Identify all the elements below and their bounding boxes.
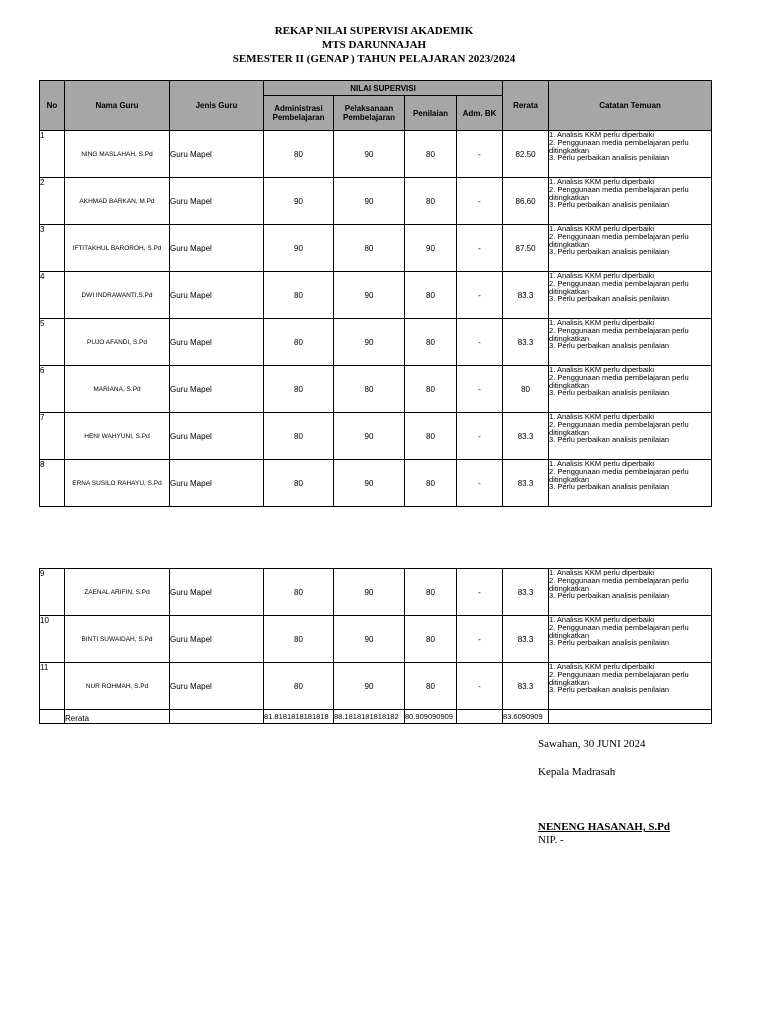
catatan-line: 3. Perlu perbaikan analisis penilaian (549, 482, 670, 492)
score-rerata: 87.50 (503, 225, 549, 272)
catatan-temuan (549, 319, 712, 366)
catatan-line: 3. Perlu perbaikan analisis penilaian (549, 435, 670, 445)
catatan-line: 1. Analisis KKM perlu diperbaiki (549, 271, 655, 280)
table-row (40, 319, 712, 366)
score-administrasi: 80 (264, 569, 334, 616)
teacher-type: Guru Mapel (170, 319, 264, 366)
catatan-line: 2. Penggunaan media pembelajaran perlu ditingkatkan (549, 466, 689, 484)
teacher-name: IFTITAKHUL BAROROH, S.Pd (65, 225, 170, 272)
teacher-name: ERNA SUSILO RAHAYU, S.Pd (65, 460, 170, 507)
score-pelaksanaan: 90 (334, 272, 405, 319)
rerata-empty-cell (40, 710, 65, 724)
score-rerata: 80 (503, 366, 549, 413)
score-administrasi: 80 (264, 413, 334, 460)
catatan-temuan (549, 616, 712, 663)
catatan-line: 1. Analisis KKM perlu diperbaiki (549, 662, 655, 671)
rerata-total: 83.6090909 (503, 710, 549, 724)
catatan-line: 2. Penggunaan media pembelajaran perlu ditingkatkan (549, 231, 689, 249)
catatan-line: 3. Perlu perbaikan analisis penilaian (549, 153, 670, 163)
table-row (40, 616, 712, 663)
catatan-temuan (549, 460, 712, 507)
table-row (40, 569, 712, 616)
row-number: 5 (40, 319, 65, 366)
score-adm-bk: - (457, 569, 503, 616)
catatan-line: 1. Analisis KKM perlu diperbaiki (549, 412, 655, 421)
teacher-type: Guru Mapel (170, 616, 264, 663)
teacher-type: Guru Mapel (170, 178, 264, 225)
header-jenis-guru: Jenis Guru (170, 81, 264, 131)
score-administrasi: 80 (264, 616, 334, 663)
rerata-row (40, 710, 712, 724)
catatan-line: 1. Analisis KKM perlu diperbaiki (549, 318, 655, 327)
document-title (0, 24, 748, 66)
rerata-administrasi: 81.8181818181818 (264, 710, 334, 724)
table-row (40, 131, 712, 178)
score-rerata: 83.3 (503, 272, 549, 319)
score-penilaian: 80 (405, 413, 457, 460)
row-number: 9 (40, 569, 65, 616)
catatan-temuan (549, 366, 712, 413)
rerata-penilaian: 80.909090909 (405, 710, 457, 724)
score-rerata: 83.3 (503, 663, 549, 710)
score-pelaksanaan: 90 (334, 460, 405, 507)
rerata-pelaksanaan: 88.1818181818182 (334, 710, 405, 724)
score-penilaian: 80 (405, 460, 457, 507)
teacher-name: DWI INDRAWANTI,S.Pd (65, 272, 170, 319)
row-number: 11 (40, 663, 65, 710)
header-no: No (40, 81, 65, 131)
catatan-line: 2. Penggunaan media pembelajaran perlu ditingkatkan (549, 669, 689, 687)
catatan-temuan (549, 272, 712, 319)
score-adm-bk: - (457, 413, 503, 460)
row-number: 10 (40, 616, 65, 663)
teacher-name: NUR ROHMAH, S.Pd (65, 663, 170, 710)
teacher-type: Guru Mapel (170, 225, 264, 272)
catatan-line: 3. Perlu perbaikan analisis penilaian (549, 685, 670, 695)
score-penilaian: 80 (405, 366, 457, 413)
catatan-line: 3. Perlu perbaikan analisis penilaian (549, 341, 670, 351)
score-rerata: 82.50 (503, 131, 549, 178)
row-number: 4 (40, 272, 65, 319)
signature-date: Sawahan, 30 JUNI 2024 (538, 738, 646, 750)
score-administrasi: 90 (264, 225, 334, 272)
score-penilaian: 80 (405, 616, 457, 663)
catatan-line: 1. Analisis KKM perlu diperbaiki (549, 568, 655, 577)
catatan-line: 2. Penggunaan media pembelajaran perlu ditingkatkan (549, 575, 689, 593)
header-catatan-temuan: Catatan Temuan (549, 81, 712, 131)
table-row (40, 178, 712, 225)
teacher-name: HENI WAHYUNI, S.Pd (65, 413, 170, 460)
score-penilaian: 80 (405, 272, 457, 319)
catatan-temuan (549, 225, 712, 272)
score-administrasi: 90 (264, 178, 334, 225)
title-line-3: SEMESTER II (GENAP ) TAHUN PELAJARAN 2023/2024 (232, 53, 516, 65)
rerata-empty-cell (549, 710, 712, 724)
supervision-table (39, 80, 712, 507)
score-administrasi: 80 (264, 366, 334, 413)
score-pelaksanaan: 90 (334, 131, 405, 178)
teacher-name: BINTI SUWAIDAH, S.Pd (65, 616, 170, 663)
score-adm-bk: - (457, 319, 503, 366)
header-administrasi: Administrasi Pembelajaran (264, 96, 334, 131)
teacher-name: NING MASLAHAH, S.Pd (65, 131, 170, 178)
score-penilaian: 80 (405, 178, 457, 225)
score-pelaksanaan: 90 (334, 569, 405, 616)
score-penilaian: 80 (405, 663, 457, 710)
teacher-type: Guru Mapel (170, 413, 264, 460)
score-rerata: 83.3 (503, 616, 549, 663)
teacher-type: Guru Mapel (170, 272, 264, 319)
row-number: 1 (40, 131, 65, 178)
score-adm-bk: - (457, 225, 503, 272)
score-rerata: 86.60 (503, 178, 549, 225)
catatan-line: 2. Penggunaan media pembelajaran perlu ditingkatkan (549, 622, 689, 640)
rerata-empty-cell (457, 710, 503, 724)
teacher-name: MARIANA, S.Pd (65, 366, 170, 413)
score-penilaian: 90 (405, 225, 457, 272)
catatan-line: 2. Penggunaan media pembelajaran perlu ditingkatkan (549, 278, 689, 296)
signature-nip: NIP. - (538, 834, 564, 846)
catatan-line: 3. Perlu perbaikan analisis penilaian (549, 294, 670, 304)
table-row (40, 460, 712, 507)
teacher-type: Guru Mapel (170, 131, 264, 178)
catatan-line: 2. Penggunaan media pembelajaran perlu ditingkatkan (549, 325, 689, 343)
catatan-line: 2. Penggunaan media pembelajaran perlu ditingkatkan (549, 372, 689, 390)
score-pelaksanaan: 90 (334, 178, 405, 225)
catatan-temuan (549, 569, 712, 616)
supervision-table-continued (39, 568, 712, 724)
catatan-line: 3. Perlu perbaikan analisis penilaian (549, 200, 670, 210)
score-pelaksanaan: 90 (334, 616, 405, 663)
header-nilai-supervisi: NILAI SUPERVISI (264, 81, 503, 96)
catatan-line: 2. Penggunaan media pembelajaran perlu ditingkatkan (549, 419, 689, 437)
score-adm-bk: - (457, 178, 503, 225)
score-adm-bk: - (457, 272, 503, 319)
rerata-label: Rerata (65, 710, 170, 724)
rerata-empty-cell (170, 710, 264, 724)
header-penilaian: Penilaian (405, 96, 457, 131)
score-administrasi: 80 (264, 663, 334, 710)
catatan-line: 1. Analisis KKM perlu diperbaiki (549, 615, 655, 624)
title-line-2: MTS DARUNNAJAH (321, 39, 427, 51)
teacher-type: Guru Mapel (170, 366, 264, 413)
score-rerata: 83.3 (503, 569, 549, 616)
catatan-temuan (549, 131, 712, 178)
score-pelaksanaan: 80 (334, 366, 405, 413)
catatan-line: 3. Perlu perbaikan analisis penilaian (549, 638, 670, 648)
catatan-temuan (549, 663, 712, 710)
score-administrasi: 80 (264, 131, 334, 178)
catatan-line: 1. Analisis KKM perlu diperbaiki (549, 365, 655, 374)
teacher-name: AKHMAD BARKAN, M.Pd (65, 178, 170, 225)
catatan-line: 1. Analisis KKM perlu diperbaiki (549, 177, 655, 186)
teacher-type: Guru Mapel (170, 569, 264, 616)
catatan-temuan (549, 413, 712, 460)
row-number: 8 (40, 460, 65, 507)
catatan-line: 2. Penggunaan media pembelajaran perlu ditingkatkan (549, 137, 689, 155)
title-line-1: REKAP NILAI SUPERVISI AKADEMIK (274, 25, 474, 37)
teacher-type: Guru Mapel (170, 663, 264, 710)
score-penilaian: 80 (405, 319, 457, 366)
row-number: 3 (40, 225, 65, 272)
table-row (40, 225, 712, 272)
score-adm-bk: - (457, 460, 503, 507)
score-penilaian: 80 (405, 569, 457, 616)
score-administrasi: 80 (264, 460, 334, 507)
score-adm-bk: - (457, 131, 503, 178)
catatan-line: 3. Perlu perbaikan analisis penilaian (549, 247, 670, 257)
table-row (40, 272, 712, 319)
header-adm-bk: Adm. BK (457, 96, 503, 131)
header-rerata: Rerata (503, 81, 549, 131)
catatan-temuan (549, 178, 712, 225)
row-number: 2 (40, 178, 65, 225)
header-nama-guru: Nama Guru (65, 81, 170, 131)
catatan-line: 1. Analisis KKM perlu diperbaiki (549, 459, 655, 468)
teacher-name: PUJO AFANDI, S.Pd (65, 319, 170, 366)
catatan-line: 1. Analisis KKM perlu diperbaiki (549, 224, 655, 233)
teacher-type: Guru Mapel (170, 460, 264, 507)
score-rerata: 83.3 (503, 319, 549, 366)
catatan-line: 1. Analisis KKM perlu diperbaiki (549, 130, 655, 139)
header-pelaksanaan: Pelaksanaan Pembelajaran (334, 96, 405, 131)
row-number: 7 (40, 413, 65, 460)
row-number: 6 (40, 366, 65, 413)
score-pelaksanaan: 90 (334, 319, 405, 366)
table-row (40, 413, 712, 460)
score-pelaksanaan: 90 (334, 413, 405, 460)
signature-name: NENENG HASANAH, S.Pd (538, 821, 671, 833)
score-administrasi: 80 (264, 319, 334, 366)
score-rerata: 83.3 (503, 413, 549, 460)
score-rerata: 83.3 (503, 460, 549, 507)
score-pelaksanaan: 80 (334, 225, 405, 272)
score-administrasi: 80 (264, 272, 334, 319)
score-adm-bk: - (457, 663, 503, 710)
score-adm-bk: - (457, 366, 503, 413)
catatan-line: 3. Perlu perbaikan analisis penilaian (549, 591, 670, 601)
score-penilaian: 80 (405, 131, 457, 178)
table-row (40, 663, 712, 710)
catatan-line: 3. Perlu perbaikan analisis penilaian (549, 388, 670, 398)
score-adm-bk: - (457, 616, 503, 663)
catatan-line: 2. Penggunaan media pembelajaran perlu ditingkatkan (549, 184, 689, 202)
table-row (40, 366, 712, 413)
signature-role: Kepala Madrasah (538, 766, 616, 778)
score-pelaksanaan: 90 (334, 663, 405, 710)
teacher-name: ZAENAL ARIFIN, S.Pd (65, 569, 170, 616)
